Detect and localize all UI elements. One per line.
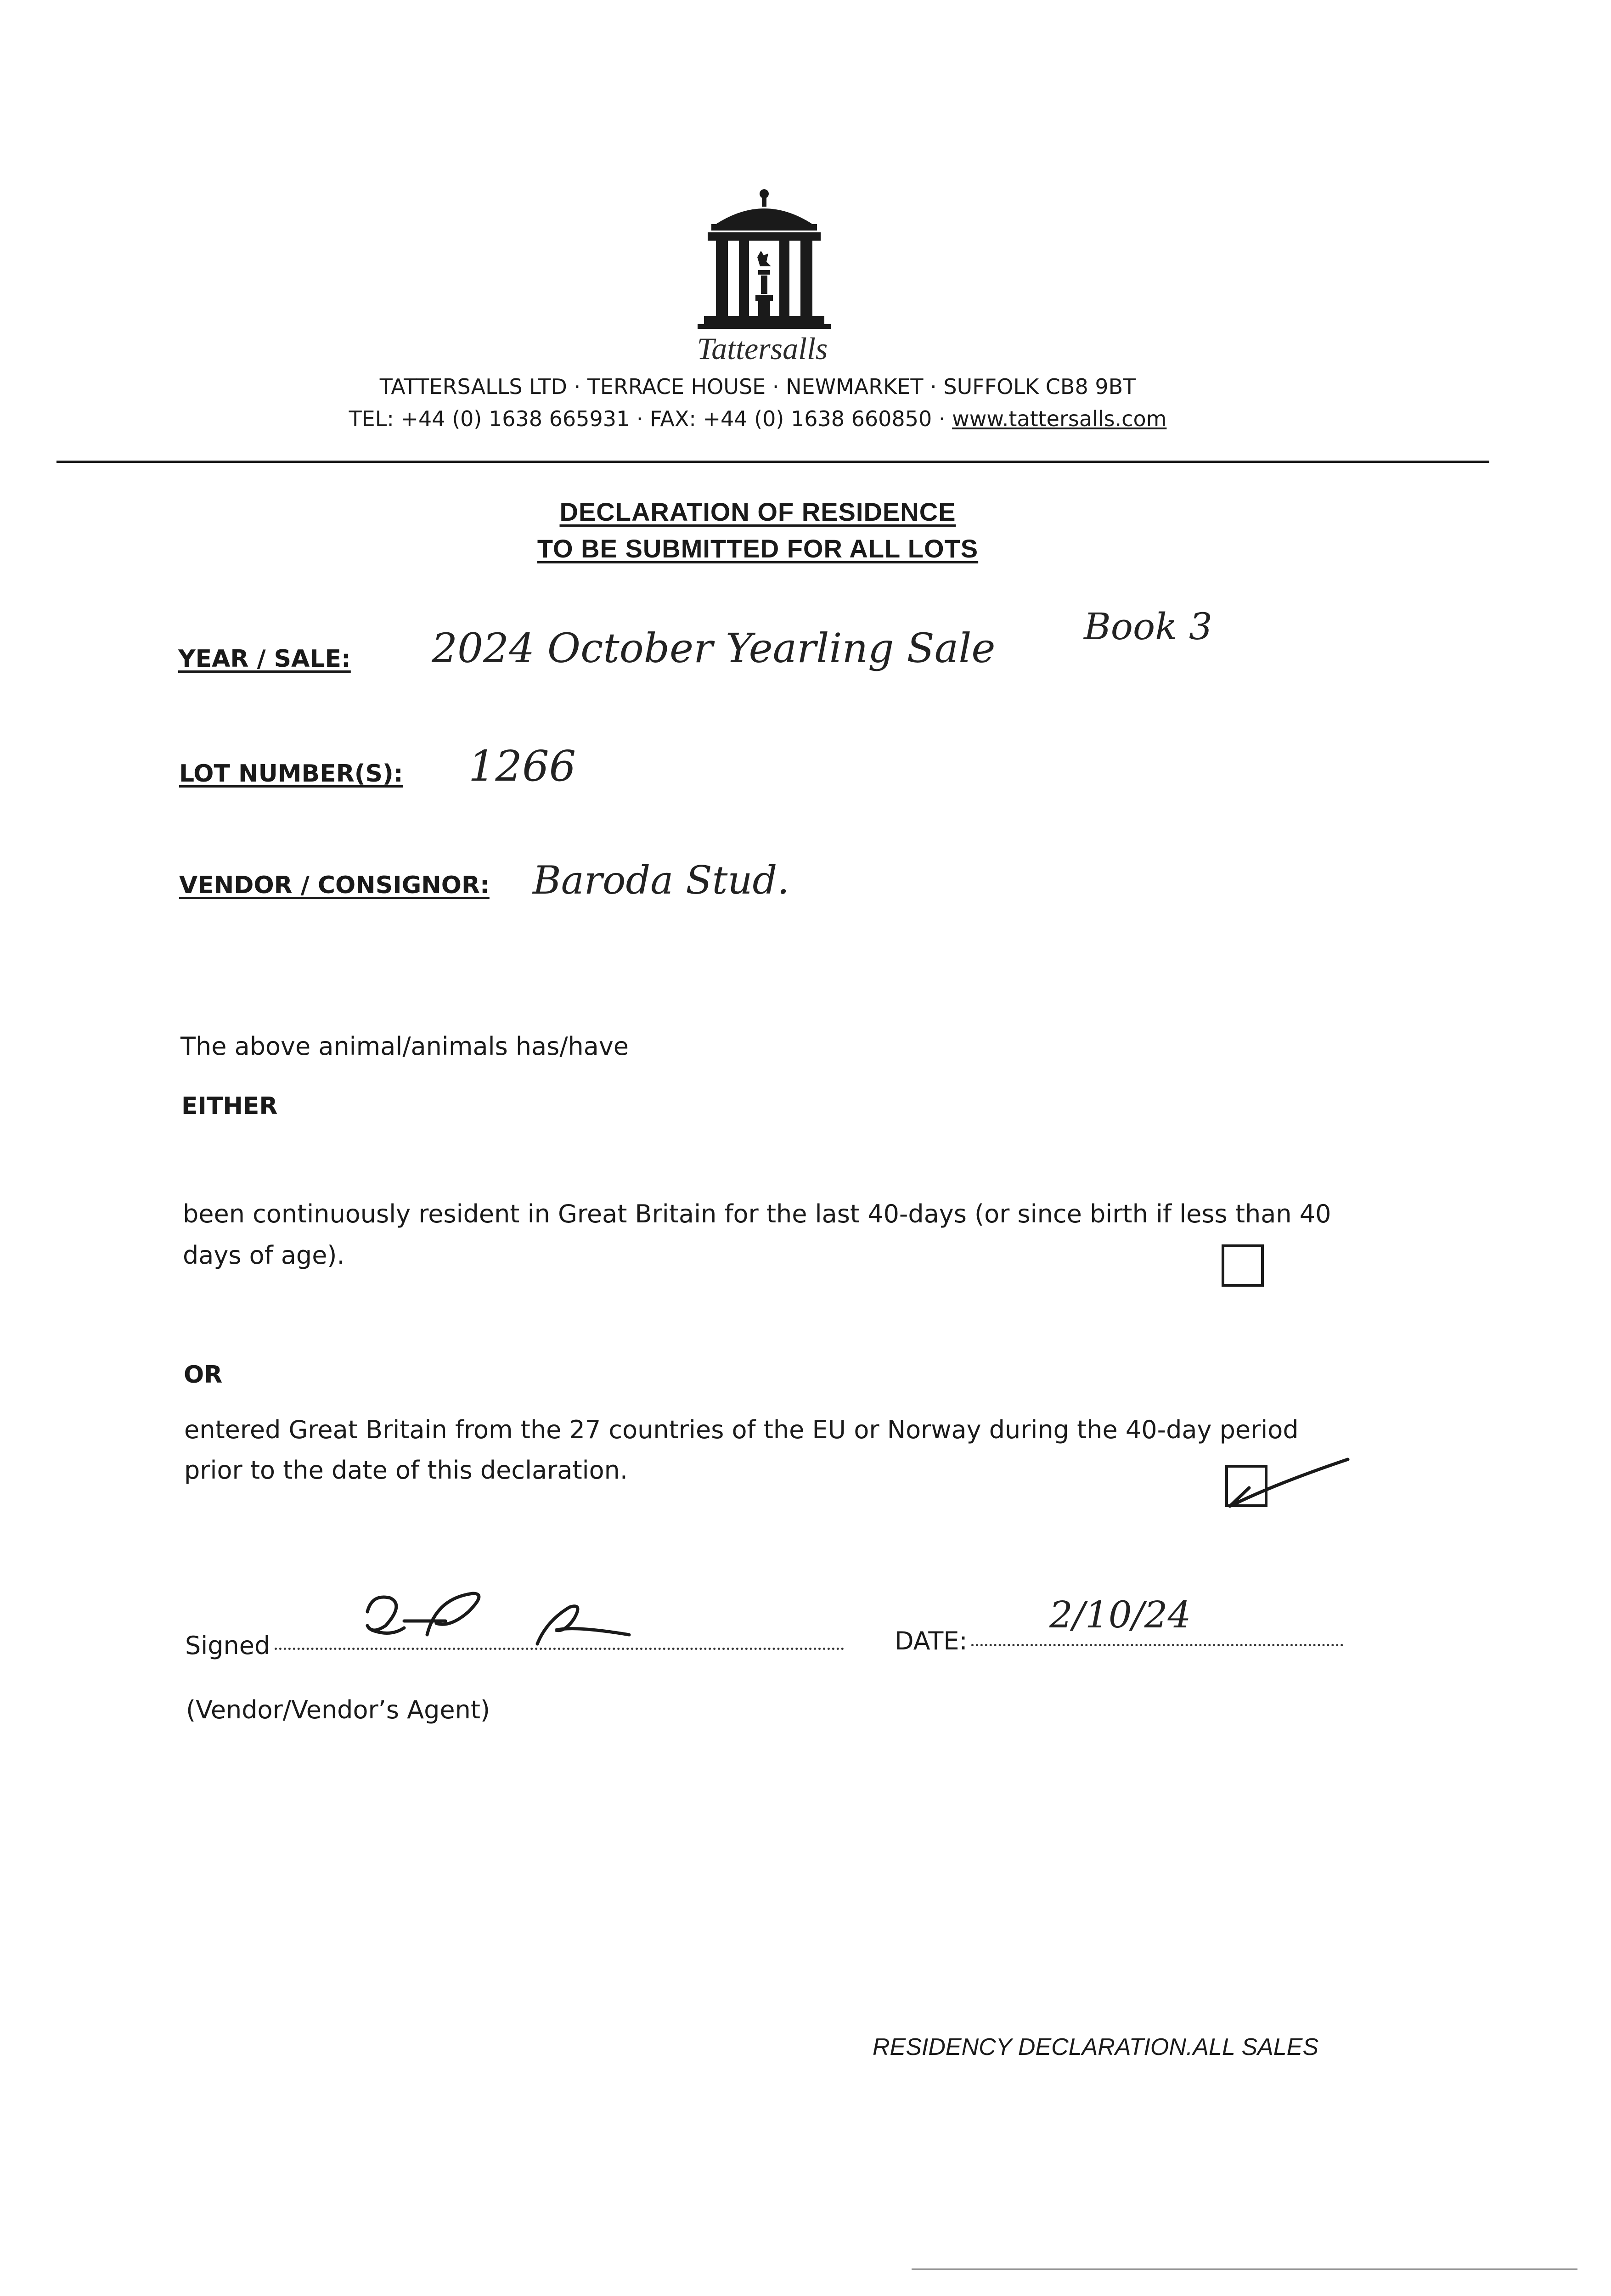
vendor-agent-note: (Vendor/Vendor’s Agent) xyxy=(186,1695,490,1724)
either-label: EITHER xyxy=(181,1092,278,1120)
tattersalls-logo-icon xyxy=(698,188,831,331)
lot-number-label: LOT NUMBER(S): xyxy=(179,760,403,788)
date-line xyxy=(971,1644,1343,1646)
vendor-label: VENDOR / CONSIGNOR: xyxy=(179,872,490,899)
year-sale-value[interactable]: 2024 October Yearling Sale xyxy=(432,625,996,672)
vendor-value[interactable]: Baroda Stud. xyxy=(533,858,789,903)
year-sale-label: YEAR / SALE: xyxy=(178,645,351,673)
signature-scribble-icon xyxy=(354,1580,648,1653)
signed-label: Signed xyxy=(185,1631,270,1660)
option2-text-line1: entered Great Britain from the 27 countries of the EU or Norway during the 40-day period xyxy=(184,1415,1299,1444)
form-title: DECLARATION OF RESIDENCE xyxy=(559,497,956,526)
year-sale-book[interactable]: Book 3 xyxy=(1084,605,1212,648)
option2-text-line2: prior to the date of this declaration. xyxy=(184,1456,628,1485)
or-label: OR xyxy=(184,1361,223,1389)
bottom-rule xyxy=(912,2268,1577,2270)
option1-text-line1: been continuously resident in Great Britain for the last 40-days (or since birth if less than 40 xyxy=(183,1199,1331,1228)
contact-phone-fax: TEL: +44 (0) 1638 665931 · FAX: +44 (0) 1638 660850 · xyxy=(349,406,952,431)
brand-name: Tattersalls xyxy=(697,331,828,366)
website-link[interactable]: www.tattersalls.com xyxy=(952,406,1167,431)
option1-checkbox[interactable] xyxy=(1222,1244,1264,1287)
date-label: DATE: xyxy=(895,1626,968,1655)
option1-text-line2: days of age). xyxy=(183,1241,345,1270)
company-address: TATTERSALLS LTD · TERRACE HOUSE · NEWMARKET · SUFFOLK CB8 9BT xyxy=(379,374,1136,399)
lot-number-value[interactable]: 1266 xyxy=(468,742,576,791)
form-footer-id: RESIDENCY DECLARATION.ALL SALES xyxy=(873,2034,1319,2060)
header-divider xyxy=(56,461,1489,463)
company-contact xyxy=(0,406,1515,431)
declaration-intro: The above animal/animals has/have xyxy=(180,1032,629,1061)
form-subtitle: TO BE SUBMITTED FOR ALL LOTS xyxy=(537,534,979,563)
date-value[interactable]: 2/10/24 xyxy=(1049,1593,1191,1636)
checkmark-icon xyxy=(1222,1456,1355,1515)
